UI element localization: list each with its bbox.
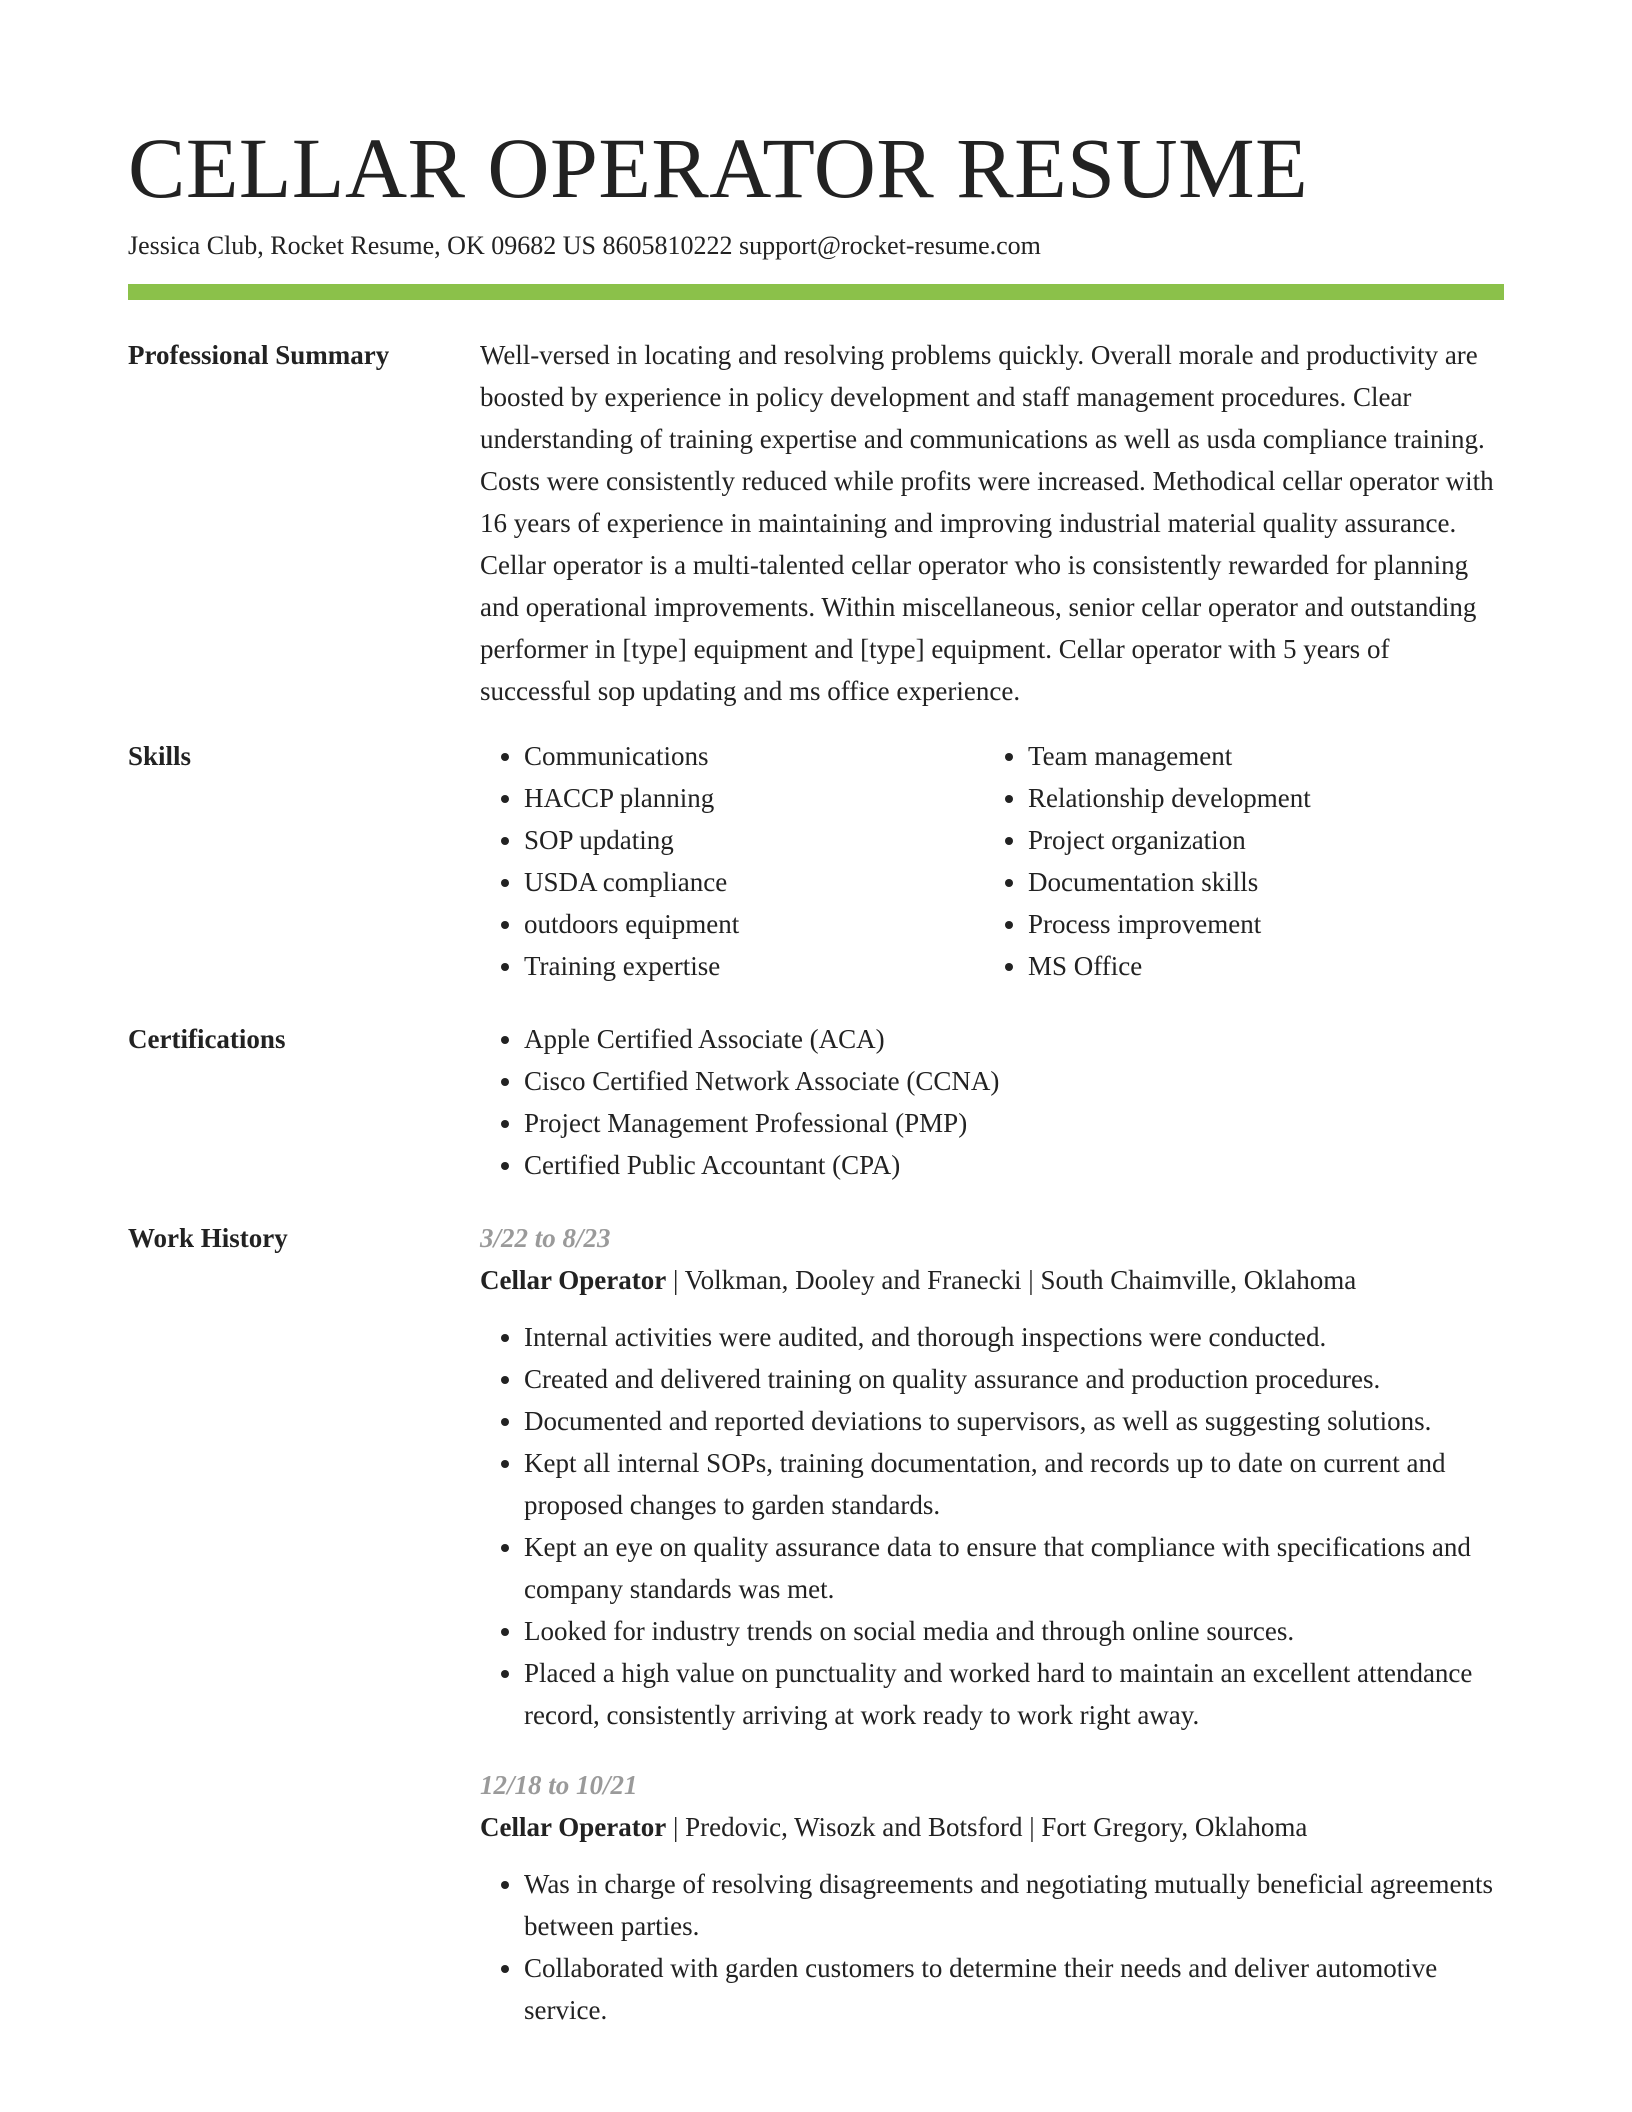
skills-label: Skills: [128, 741, 192, 771]
certification-item: • Project Management Professional (PMP): [524, 1102, 1504, 1144]
contact-phone: 8605810222: [602, 231, 733, 260]
work-history-label: Work History: [128, 1223, 288, 1253]
job-bullet: • Kept an eye on quality assurance data to ensure that compliance with specifications and company standards was met.: [524, 1526, 1504, 1610]
job-dates: 12/18 to 10/21: [480, 1770, 638, 1800]
summary-text: Well-versed in locating and resolving problems quickly. Overall morale and productivity are boosted by experience in policy development and staff management procedures. Clear understanding of training expertise and communications as well as usda compliance training. Costs were consistently reduced while profits were increased. Methodical cellar operator with 16 years of experience in maintaining and improving industrial material quality assurance. Cellar operator is a multi-talented cellar operator who is consistently rewarded for planning and operational improvements. Within miscellaneous, senior cellar operator and outstanding performer in [type] equipment and [type] equipment. Cellar operator with 5 years of successful sop updating and ms office experience.: [480, 340, 1494, 706]
job-bullet: • Documented and reported deviations to supervisors, as well as suggesting solutions.: [524, 1400, 1504, 1442]
skills-column-right: [984, 735, 1488, 987]
job-title: Cellar Operator: [480, 1812, 667, 1842]
skills-body: [480, 735, 1504, 987]
job-title: Cellar Operator: [480, 1265, 667, 1295]
job-bullet: • Placed a high value on punctuality and worked hard to maintain an excellent attendance record, consistently arriving at work ready to work right away.: [524, 1652, 1504, 1736]
work-history-section: [128, 1217, 1504, 2031]
summary-section: [128, 334, 1504, 712]
skill-item: • HACCP planning: [524, 777, 984, 819]
skill-item: • USDA compliance: [524, 861, 984, 903]
job-entry: [480, 1217, 1504, 1736]
skill-item: • Communications: [524, 735, 984, 777]
certification-item: • Certified Public Accountant (CPA): [524, 1144, 1504, 1186]
job-employer-location: | Volkman, Dooley and Franecki | South Chaimville, Oklahoma: [666, 1265, 1357, 1295]
skill-item: • Relationship development: [1028, 777, 1488, 819]
skill-item: • Team management: [1028, 735, 1488, 777]
skills-column-left: [480, 735, 984, 987]
job-bullet: • Was in charge of resolving disagreements and negotiating mutually beneficial agreements between parties.: [524, 1863, 1504, 1947]
header-divider: [128, 284, 1504, 300]
skill-item: • Training expertise: [524, 945, 984, 987]
job-bullet: • Internal activities were audited, and thorough inspections were conducted.: [524, 1316, 1504, 1358]
job-heading: [480, 1259, 1504, 1301]
skill-item: • SOP updating: [524, 819, 984, 861]
job-bullet: • Collaborated with garden customers to determine their needs and deliver automotive service.: [524, 1947, 1504, 2031]
skill-item: • Process improvement: [1028, 903, 1488, 945]
skills-section: [128, 735, 1504, 987]
job-bullet: • Created and delivered training on quality assurance and production procedures.: [524, 1358, 1504, 1400]
job-heading: [480, 1806, 1504, 1848]
job-bullet: • Kept all internal SOPs, training documentation, and records up to date on current and proposed changes to garden standards.: [524, 1442, 1504, 1526]
skill-item: • Documentation skills: [1028, 861, 1488, 903]
resume-title: CELLAR OPERATOR RESUME: [128, 120, 1309, 216]
resume-page: [128, 118, 1504, 2031]
job-entry: [480, 1764, 1504, 2031]
job-dates: 3/22 to 8/23: [480, 1223, 611, 1253]
work-history-body: [480, 1217, 1504, 2031]
certifications-section: [128, 1018, 1504, 1186]
certifications-body: [480, 1018, 1504, 1186]
skill-item: • outdoors equipment: [524, 903, 984, 945]
contact-name: Jessica Club,: [128, 231, 264, 260]
summary-label: Professional Summary: [128, 340, 390, 370]
summary-body: [480, 334, 1504, 712]
job-bullet: • Looked for industry trends on social media and through online sources.: [524, 1610, 1504, 1652]
skill-item: • Project organization: [1028, 819, 1488, 861]
contact-line: [128, 228, 1504, 264]
contact-location: Rocket Resume, OK 09682 US: [270, 231, 596, 260]
certification-item: • Cisco Certified Network Associate (CCNA): [524, 1060, 1504, 1102]
contact-email[interactable]: support@rocket-resume.com: [738, 231, 1041, 260]
certifications-label: Certifications: [128, 1024, 286, 1054]
certification-item: • Apple Certified Associate (ACA): [524, 1018, 1504, 1060]
skill-item: • MS Office: [1028, 945, 1488, 987]
job-employer-location: | Predovic, Wisozk and Botsford | Fort Gregory, Oklahoma: [666, 1812, 1308, 1842]
